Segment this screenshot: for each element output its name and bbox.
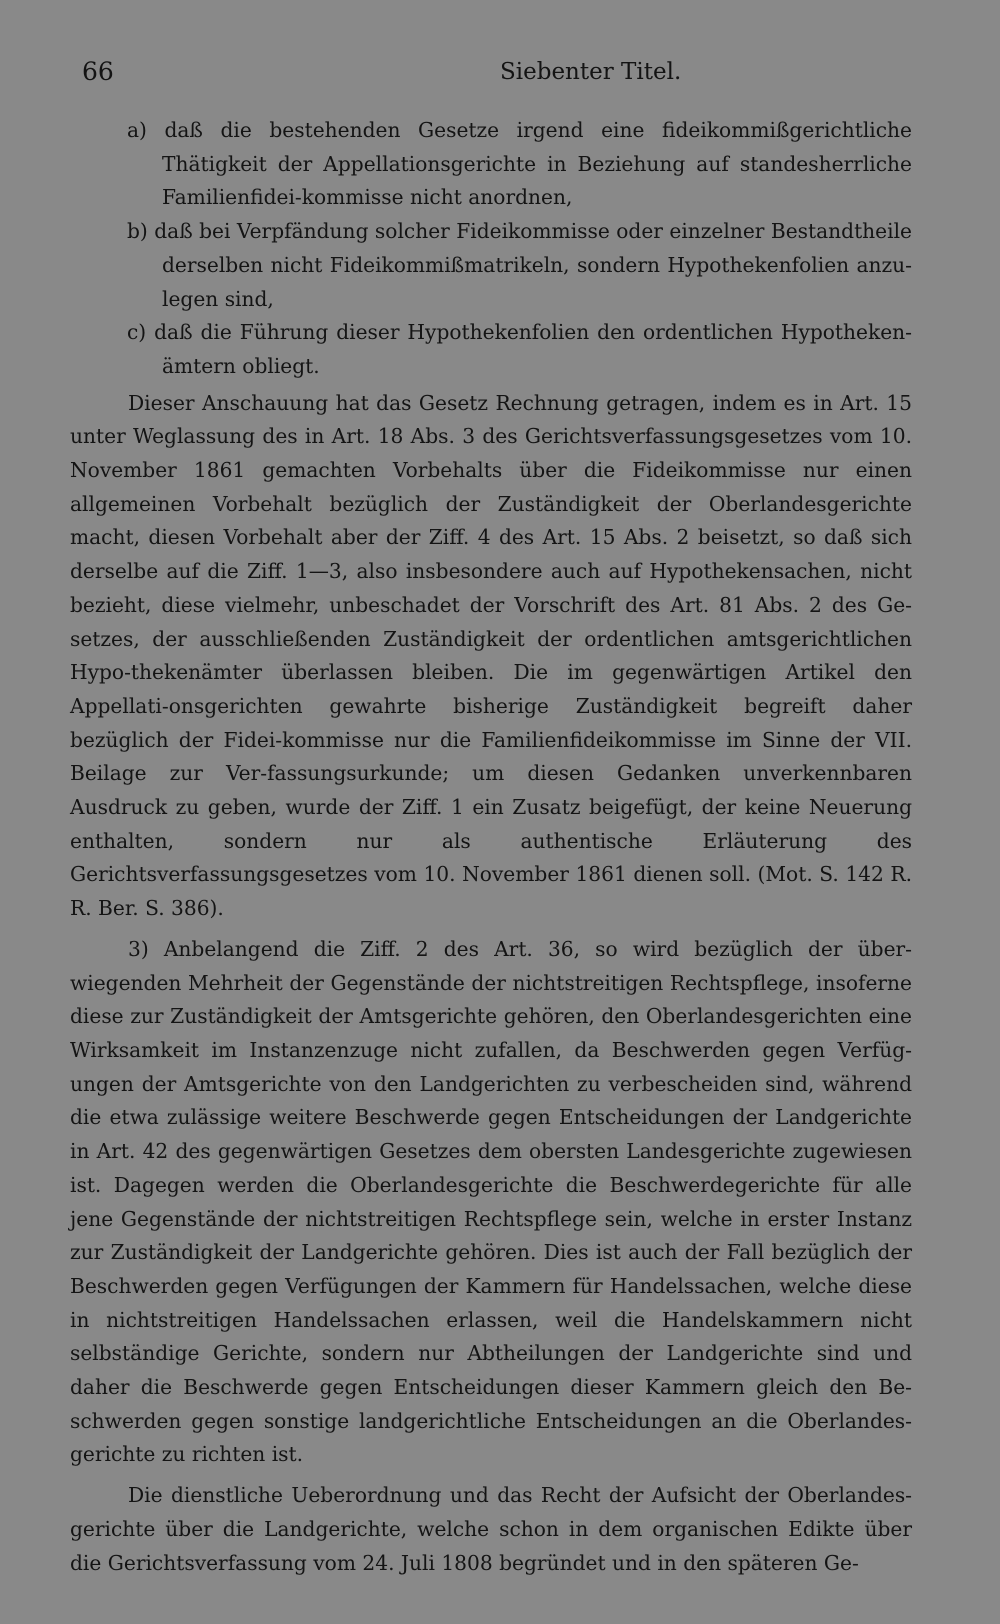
list-item-b: b) daß bei Verpfändung solcher Fideikommisse oder einzelner Bestandtheile derselben nicht Fideikommißmatrikeln, sondern Hypothekenfolien anzu-legen sind, xyxy=(127,219,912,311)
list-item-a: a) daß die bestehenden Gesetze irgend eine fideikommißgerichtliche Thätigkeit der Appellationsgerichte in Beziehung auf standesherrliche Familienfidei-kommisse nicht anordnen, xyxy=(127,118,912,210)
paragraph-3: Die dienstliche Ueberordnung und das Recht der Aufsicht der Oberlandes-gerichte über die Landgerichte, welche schon in dem organischen Edikte über die Gerichtsverfassung vom 24. Juli 1808 begründet und in den späteren Ge- xyxy=(70,1483,912,1575)
running-title: Siebenter Titel. xyxy=(500,59,682,85)
page-number: 66 xyxy=(82,57,114,86)
list-item-c: c) daß die Führung dieser Hypothekenfolien den ordentlichen Hypotheken-ämtern obliegt. xyxy=(127,320,912,378)
page-header xyxy=(82,54,918,90)
page-body xyxy=(70,114,912,1580)
paragraph-2: 3) Anbelangend die Ziff. 2 des Art. 36, so wird bezüglich der über-wiegenden Mehrheit der Gegenstände der nichtstreitigen Rechtspflege, insoferne diese zur Zuständigkeit der Amtsgerichte gehören, den Oberlandesgerichten eine Wirksamkeit im Instanzenzuge nicht zufallen, da Beschwerden gegen Verfüg-ungen der Amtsgerichte von den Landgerichten zu verbescheiden sind, während die etwa zulässige weitere Beschwerde gegen Entscheidungen der Landgerichte in Art. 42 des gegenwärtigen Gesetzes dem obersten Landesgerichte zugewiesen ist. Dagegen werden die Oberlandesgerichte die Beschwerdegerichte für alle jene Gegenstände der nichtstreitigen Rechtspflege sein, welche in erster Instanz zur Zuständigkeit der Landgerichte gehören. Dies ist auch der Fall bezüglich der Beschwerden gegen Verfügungen der Kammern für Handelssachen, welche diese in nichtstreitigen Handelssachen erlassen, weil die Handelskammern nicht selbständige Gerichte, sondern nur Abtheilungen der Landgerichte sind und daher die Beschwerde gegen Entscheidungen dieser Kammern gleich den Be-schwerden gegen sonstige landgerichtliche Entscheidungen an die Oberlandes-gerichte zu richten ist. xyxy=(70,936,912,1467)
paragraph-1: Dieser Anschauung hat das Gesetz Rechnung getragen, indem es in Art. 15 unter Weglassung des in Art. 18 Abs. 3 des Gerichtsverfassungsgesetzes vom 10. November 1861 gemachten Vorbehalts über die Fideikommisse nur einen allgemeinen Vorbehalt bezüglich der Zuständigkeit der Oberlandesgerichte macht, diesen Vorbehalt aber der Ziff. 4 des Art. 15 Abs. 2 beisetzt, so daß sich derselbe auf die Ziff. 1—3, also insbesondere auch auf Hypothekensachen, nicht bezieht, diese vielmehr, unbeschadet der Vorschrift des Art. 81 Abs. 2 des Ge-setzes, der ausschließenden Zuständigkeit der ordentlichen amtsgerichtlichen Hypo-thekenämter überlassen bleiben. Die im gegenwärtigen Artikel den Appellati-onsgerichten gewahrte bisherige Zuständigkeit begreift daher bezüglich der Fidei-kommisse nur die Familienfideikommisse im Sinne der VII. Beilage zur Ver-fassungsurkunde; um diesen Gedanken unverkennbaren Ausdruck zu geben, wurde der Ziff. 1 ein Zusatz beigefügt, der keine Neuerung enthalten, sondern nur als authentische Erläuterung des Gerichtsverfassungsgesetzes vom 10. November 1861 dienen soll. (Mot. S. 142 R. R. Ber. S. 386). xyxy=(70,390,912,921)
